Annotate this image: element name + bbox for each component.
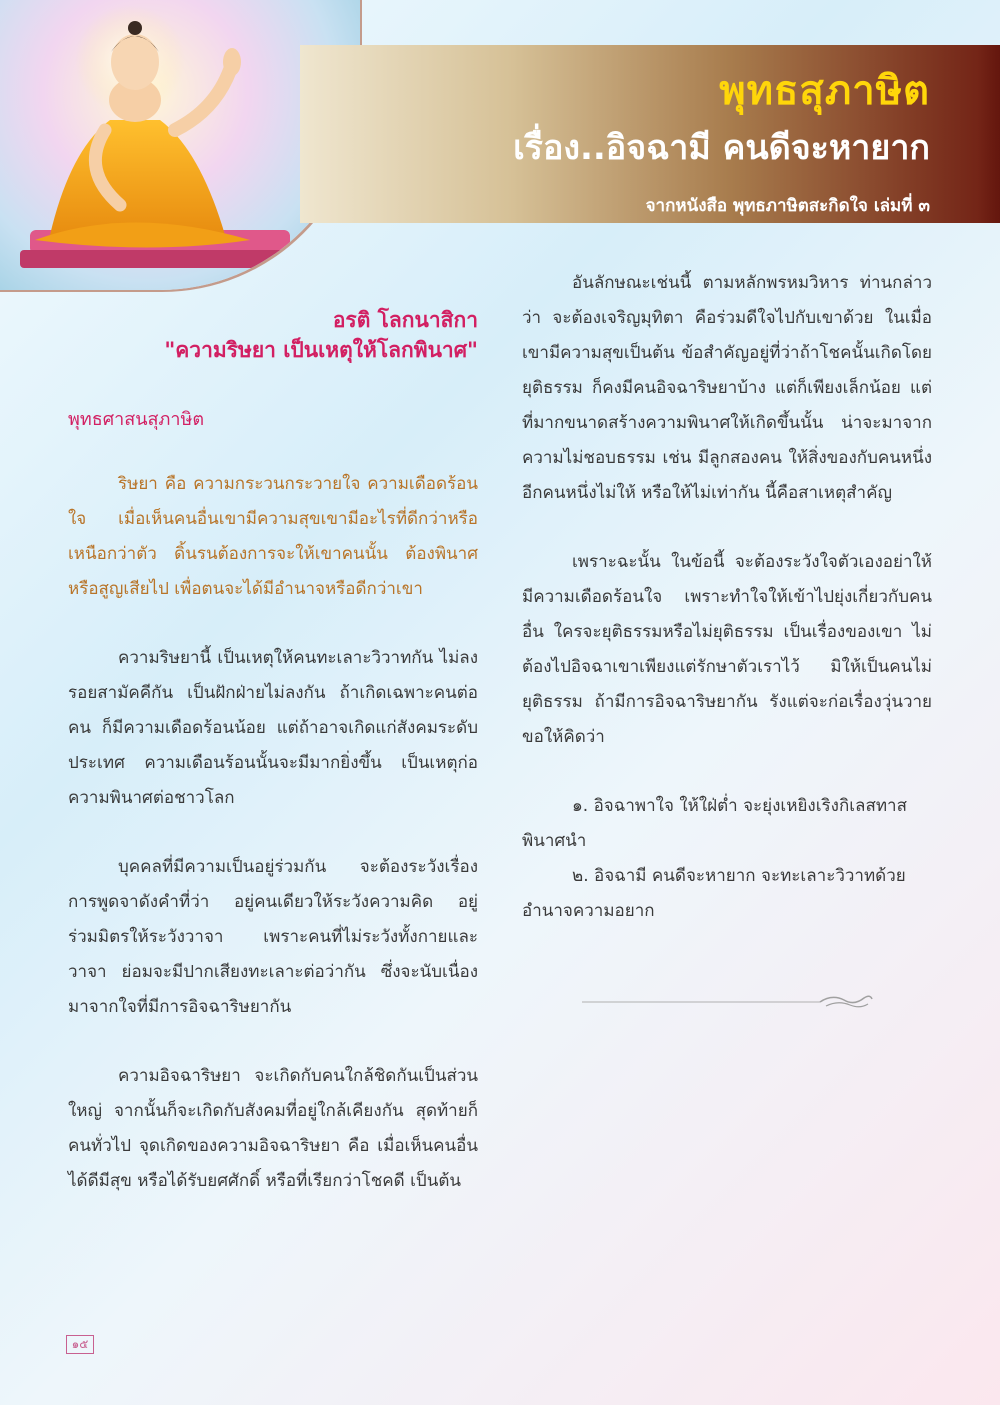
right-column xyxy=(522,266,932,929)
verse-translation: "ความริษยา เป็นเหตุให้โลกพินาศ" xyxy=(164,338,478,363)
page-subtitle: เรื่อง..อิจฉามี คนดีจะหายาก xyxy=(513,128,930,168)
paragraph: ความอิจฉาริษยา จะเกิดกับคนใกล้ชิดกันเป็นส่วนใหญ่ จากนั้นก็จะเกิดกับสังคมที่อยู่ใกล้เคียงกัน สุดท้ายก็คนทั่วไป จุดเกิดของความอิจฉาริษยา คือ เมื่อเห็นคนอื่นได้ดีมีสุข หรือได้รับยศศักดิ์ หรือที่เรียกว่าโชคดี เป็นต้น xyxy=(68,1065,478,1191)
paragraph: อันลักษณะเช่นนี้ ตามหลักพรหมวิหาร ท่านกล่าวว่า จะต้องเจริญมุทิตา คือร่วมดีใจไปกับเขาด้วย ในเมื่อเขามีความสุขเป็นต้น ข้อสำคัญอยู่ที่ว่าถ้าโชคนั้นเกิดโดยยุติธรรม ก็คงมีคนอิจฉาริษยาบ้าง แต่ก็เพียงเล็กน้อย แต่ที่มากขนาดสร้างความพินาศให้เกิดขึ้นนั้น น่าจะมาจากความไม่ชอบธรรม เช่น มีลูกสองคน ให้สิ่งของกับคนหนึ่ง อีกคนหนึ่งไม่ให้ หรือให้ไม่เท่ากัน นี้คือสาเหตุสำคัญ xyxy=(522,273,932,503)
header xyxy=(513,70,930,219)
verse-source-label: พุทธศาสนสุภาษิต xyxy=(68,408,205,430)
paragraph: บุคคลที่มีความเป็นอยู่ร่วมกัน จะต้องระวังเรื่องการพูดจาดังคำที่ว่า อยู่คนเดียวให้ระวังความคิด อยู่ร่วมมิตรให้ระวังวาจา เพราะคนที่ไม่ระวังทั้งกายและวาจา ย่อมจะมีปากเสียงทะเลาะต่อว่ากัน ซึ่งจะนับเนื่องมาจากใจที่มีการอิจฉาริษยากัน xyxy=(68,856,478,1017)
left-column xyxy=(68,305,478,1199)
page-title: พุทธสุภาษิต xyxy=(719,68,930,114)
page-number: ๑๕ xyxy=(66,1335,94,1354)
seated-buddha-image xyxy=(10,0,330,270)
paragraph: ความริษยานี้ เป็นเหตุให้คนทะเลาะวิวาทกัน ไม่ลงรอยสามัคคีกัน เป็นฝักฝ่ายไม่ลงกัน ถ้าเกิดเฉพาะคนต่อคน ก็มีความเดือดร้อนน้อย แต่ถ้าอาจเกิดแก่สังคมระดับประเทศ ความเดือนร้อนนั้นจะมีมากยิ่งขึ้น เป็นเหตุก่อความพินาศต่อชาวโลก xyxy=(68,647,478,808)
verse-pali: อรติ โลกนาสิกา xyxy=(332,308,478,332)
divider-ornament xyxy=(582,990,874,1012)
list-item: ๑. อิจฉาพาใจ ให้ใฝ่ต่ำ จะยุ่งเหยิงเริงกิเลสทาสพินาศนำ xyxy=(522,796,907,851)
source-line: จากหนังสือ พุทธภาษิตสะกิดใจ เล่มที่ ๓ xyxy=(645,196,930,216)
list-item: ๒. อิจฉามี คนดีจะหายาก จะทะเลาะวิวาทด้วยอำนาจความอยาก xyxy=(522,866,906,921)
paragraph-definition: ริษยา คือ ความกระวนกระวายใจ ความเดือดร้อนใจ เมื่อเห็นคนอื่นเขามีความสุขเขามีอะไรที่ดีกว่าหรือเหนือกว่าตัว ดิ้นรนต้องการจะให้เขาคนนั้น ต้องพินาศหรือสูญเสียไป เพื่อตนจะได้มีอำนาจหรือดีกว่าเขา xyxy=(68,473,478,599)
paragraph: เพราะฉะนั้น ในข้อนี้ จะต้องระวังใจตัวเองอย่าให้มีความเดือดร้อนใจ เพราะทำใจให้เข้าไปยุ่งเกี่ยวกับคนอื่น ใครจะยุติธรรมหรือไม่ยุติธรรม เป็นเรื่องของเขา ไม่ต้องไปอิจฉาเขาเพียงแต่รักษาตัวเราไว้ มิให้เป็นคนไม่ยุติธรรม ถ้ามีการอิจฉาริษยากัน รังแต่จะก่อเรื่องวุ่นวาย ขอให้คิดว่า xyxy=(522,552,932,747)
